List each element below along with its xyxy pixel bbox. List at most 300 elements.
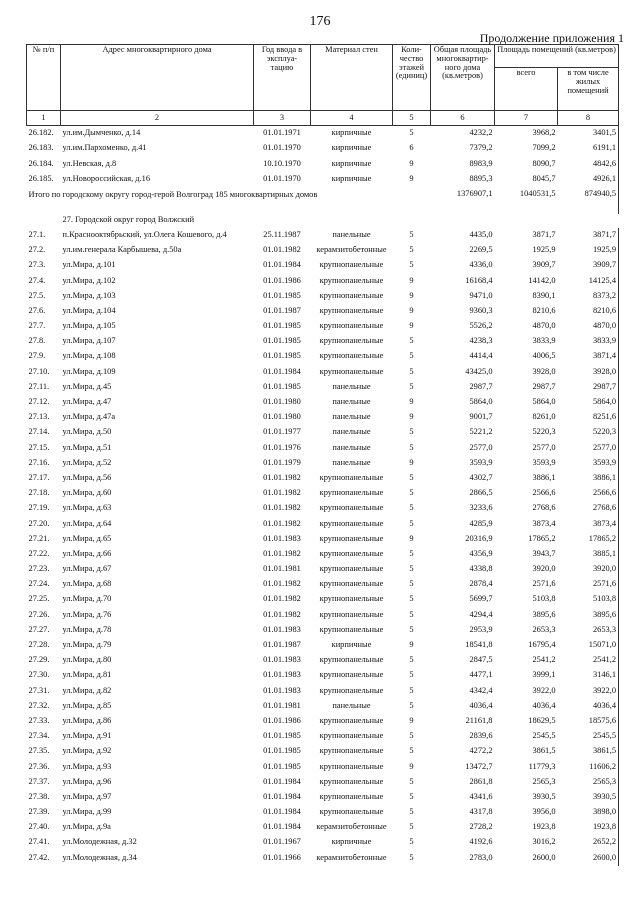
material-cell: панельные: [332, 457, 371, 467]
floors-cell: 5: [409, 776, 414, 786]
total-area-cell: 2878,4: [469, 579, 493, 589]
table-row: [27, 334, 619, 349]
row-number: 26.183.: [28, 143, 54, 153]
table-row: [27, 228, 619, 243]
housing-table: [26, 44, 619, 866]
address-cell: ул.Мира, д.107: [62, 336, 116, 346]
table-row: [27, 395, 619, 410]
residential-area-cell: 5864,0: [558, 395, 619, 410]
floors-cell: 9: [409, 158, 414, 168]
year-cell: 01.01.1986: [263, 715, 301, 725]
table-row: [27, 380, 619, 395]
premises-area-cell: 7099,2: [532, 143, 556, 153]
year-cell: 10.10.1970: [263, 158, 301, 168]
year-cell: 01.01.1971: [254, 126, 311, 142]
row-number: 27.25.: [28, 594, 50, 604]
header-wall-material: Материал стен: [311, 45, 393, 111]
address-cell: ул.им.генерала Карбышева, д.50а: [62, 245, 182, 255]
premises-area-cell: 3922,0: [532, 685, 556, 695]
row-number: 27.2.: [28, 245, 46, 255]
table-row: [27, 471, 619, 486]
year-cell: 01.01.1987: [263, 305, 301, 315]
address-cell: ул.Мира, д.63: [62, 503, 112, 513]
address-cell: ул.Мира, д.105: [62, 321, 116, 331]
row-number: 26.184.: [28, 158, 54, 168]
table-row: [27, 516, 619, 531]
material-cell: кирпичные: [311, 126, 393, 142]
premises-area-cell: 2566,6: [532, 488, 556, 498]
residential-area-cell: 2566,6: [558, 486, 619, 501]
row-number: 27.9.: [28, 351, 46, 361]
header-premises-area: Площадь помещений (кв.метров): [495, 45, 619, 68]
floors-cell: 5: [393, 126, 431, 142]
total-area-cell: 5221,2: [469, 427, 493, 437]
premises-area-cell: 16795,4: [528, 640, 556, 649]
material-cell: панельные: [332, 412, 371, 422]
total-area-cell: 4272,2: [469, 746, 493, 756]
row-number: 27.10.: [28, 366, 50, 376]
residential-area-cell: 4036,4: [558, 699, 619, 714]
total-area-cell: 21161,8: [465, 715, 493, 725]
table-row: [27, 805, 619, 820]
row-number: 27.7.: [28, 321, 46, 331]
address-cell: ул.Мира, д.103: [62, 290, 116, 300]
residential-area-cell: 3861,5: [558, 744, 619, 759]
address-cell: ул.Мира, д.9а: [62, 822, 111, 832]
floors-cell: 9: [409, 397, 414, 406]
material-cell: крупнопанельные: [319, 305, 384, 315]
residential-area-cell: 8373,2: [558, 289, 619, 304]
total-area-value: 1376907,1: [456, 188, 493, 198]
total-area-cell: 4238,3: [469, 336, 493, 346]
total-area-cell: 2783,0: [469, 852, 493, 862]
address-cell: ул.Мира, д.108: [62, 351, 116, 361]
table-row: [27, 562, 619, 577]
year-cell: 01.01.1985: [263, 746, 301, 756]
residential-area-cell: 6191,1: [558, 141, 619, 156]
total-area-cell: 2847,5: [469, 655, 493, 665]
material-cell: крупнопанельные: [319, 290, 384, 300]
table-row: [27, 820, 619, 835]
material-cell: крупнопанельные: [319, 472, 384, 482]
column-number: 7: [495, 111, 558, 126]
floors-cell: 5: [409, 746, 414, 756]
total-residential-value: 874940,5: [558, 187, 619, 214]
column-numbers-row: [27, 111, 619, 126]
residential-area-cell: 2600,0: [558, 850, 619, 865]
year-cell: 01.01.1985: [263, 351, 301, 361]
row-number: 27.14.: [28, 427, 50, 437]
total-area-cell: 5864,0: [469, 397, 493, 406]
premises-area-cell: 3930,5: [532, 791, 556, 801]
residential-area-cell: 3593,9: [558, 456, 619, 471]
address-cell: ул.Мира, д.70: [62, 594, 112, 604]
premises-area-cell: 8045,7: [532, 173, 556, 183]
premises-area-cell: 2565,3: [532, 776, 556, 786]
material-cell: крупнопанельные: [319, 366, 384, 376]
table-row: [27, 425, 619, 440]
total-area-cell: 2269,5: [469, 245, 493, 255]
total-area-cell: 2577,0: [469, 442, 493, 452]
row-number: 27.30.: [28, 670, 50, 680]
premises-area-cell: 5864,0: [532, 397, 556, 406]
floors-cell: 5: [409, 822, 414, 832]
row-number: 26.182.: [27, 126, 61, 142]
material-cell: керамзитобетонные: [316, 822, 387, 832]
floors-cell: 5: [409, 700, 414, 710]
table-row: [27, 456, 619, 471]
table-row: [27, 547, 619, 562]
address-cell: ул.Мира, д.67: [62, 564, 112, 574]
row-number: 27.42.: [28, 852, 50, 862]
premises-area-cell: 14142,0: [528, 275, 556, 285]
premises-area-cell: 2653,3: [532, 624, 556, 634]
total-area-cell: 4356,9: [469, 548, 493, 558]
table-row: [27, 319, 619, 334]
row-number: 27.11.: [28, 381, 50, 391]
material-cell: крупнопанельные: [319, 351, 384, 361]
year-cell: 01.01.1982: [263, 609, 301, 619]
table-row: [27, 410, 619, 425]
premises-area-cell: 1923,8: [532, 822, 556, 832]
floors-cell: 6: [409, 143, 414, 153]
residential-area-cell: 3401,5: [558, 126, 619, 142]
material-cell: кирпичные: [331, 640, 372, 649]
address-cell: ул.Мира, д.65: [62, 533, 112, 543]
material-cell: панельные: [332, 427, 371, 437]
residential-area-cell: 1923,8: [558, 820, 619, 835]
premises-area-cell: 2768,6: [532, 503, 556, 513]
address-cell: ул.Невская, д.8: [62, 158, 117, 168]
page-number: 176: [309, 14, 331, 29]
row-number: 27.16.: [28, 457, 50, 467]
year-cell: 01.01.1982: [263, 488, 301, 498]
table-row: [27, 775, 619, 790]
total-area-cell: 4317,8: [469, 807, 493, 817]
row-number: 27.28.: [28, 640, 50, 649]
column-number: 2: [61, 111, 254, 126]
premises-area-cell: 3928,0: [532, 366, 556, 376]
table-row: [27, 699, 619, 714]
material-cell: крупнопанельные: [319, 564, 384, 574]
material-cell: кирпичные: [331, 143, 372, 153]
premises-area-cell: 3943,7: [532, 548, 556, 558]
table-row: [27, 532, 619, 547]
premises-area-cell: 3016,2: [532, 837, 556, 847]
year-cell: 01.01.1982: [263, 472, 301, 482]
row-number: 27.4.: [28, 275, 46, 285]
table-row: [27, 790, 619, 805]
total-area-cell: 5526,2: [469, 321, 493, 331]
residential-area-cell: 4926,1: [558, 172, 619, 187]
table-row: [27, 243, 619, 258]
row-number: 27.31.: [28, 685, 50, 695]
row-number: 27.37.: [28, 776, 50, 786]
header-floors: Коли-чество этажей (единиц): [393, 45, 431, 111]
year-cell: 01.01.1985: [263, 381, 301, 391]
residential-area-cell: 2987,7: [558, 380, 619, 395]
total-area-cell: 20316,9: [465, 533, 493, 543]
table-row: [27, 364, 619, 379]
address-cell: ул.Мира, д.60: [62, 488, 112, 498]
row-number: 27.29.: [28, 655, 50, 665]
floors-cell: 5: [409, 245, 414, 255]
table-row: [27, 623, 619, 638]
row-number: 26.185.: [28, 173, 54, 183]
table-row: [27, 607, 619, 622]
floors-cell: 5: [409, 260, 414, 270]
floors-cell: 5: [409, 366, 414, 376]
address-cell: ул.Мира, д.51: [62, 442, 112, 452]
address-cell: ул.Мира, д.79: [62, 640, 112, 649]
table-row: [27, 501, 619, 516]
material-cell: крупнопанельные: [319, 260, 384, 270]
table-row: [27, 172, 619, 187]
table-row: [27, 744, 619, 759]
premises-area-cell: 3871,7: [532, 229, 556, 239]
row-number: 27.41.: [28, 837, 50, 847]
address-cell: ул.Мира, д.78: [62, 624, 112, 634]
table-row: [27, 577, 619, 592]
year-cell: 01.01.1983: [263, 670, 301, 680]
total-area-cell: 13472,7: [465, 761, 493, 771]
premises-area-cell: 11779,3: [528, 761, 556, 771]
material-cell: крупнопанельные: [319, 609, 384, 619]
residential-area-cell: 2541,2: [558, 653, 619, 668]
table-row: [27, 729, 619, 744]
total-area-cell: 8983,9: [469, 158, 493, 168]
total-area-cell: 4477,1: [469, 670, 493, 680]
column-number: 4: [311, 111, 393, 126]
row-number: 27.24.: [28, 579, 50, 589]
material-cell: кирпичные: [331, 173, 372, 183]
rows-volgograd: [27, 126, 619, 187]
floors-cell: 5: [409, 336, 414, 346]
residential-area-cell: 3871,4: [558, 349, 619, 364]
total-area-cell: 4341,6: [469, 791, 493, 801]
table-row: [27, 156, 619, 171]
address-cell: ул.Мира, д.47а: [62, 412, 116, 422]
address-cell: ул.Мира, д.68: [62, 579, 112, 589]
floors-cell: 5: [409, 731, 414, 741]
address-cell: ул.Мира, д.82: [62, 685, 112, 695]
year-cell: 01.01.1985: [263, 761, 301, 771]
residential-area-cell: 5220,3: [558, 425, 619, 440]
premises-area-cell: 3886,1: [532, 472, 556, 482]
total-area-cell: 4294,4: [469, 609, 493, 619]
year-cell: 01.01.1985: [263, 336, 301, 346]
material-cell: крупнопанельные: [319, 761, 384, 771]
material-cell: крупнопанельные: [319, 503, 384, 513]
total-area-cell: 8895,3: [469, 173, 493, 183]
residential-area-cell: 4870,0: [558, 319, 619, 334]
rows-volzhsky: [27, 228, 619, 866]
address-cell: ул.Мира, д.101: [62, 260, 116, 270]
total-premises-value: 1040531,5: [519, 188, 556, 198]
residential-area-cell: 2768,6: [558, 501, 619, 516]
address-cell: ул.Мира, д.86: [62, 715, 112, 725]
material-cell: крупнопанельные: [319, 533, 384, 543]
column-number: 6: [431, 111, 495, 126]
premises-area-cell: 5103,8: [532, 594, 556, 604]
residential-area-cell: 4842,6: [558, 156, 619, 171]
material-cell: крупнопанельные: [319, 655, 384, 665]
row-number: 27.8.: [28, 336, 46, 346]
total-area-cell: 2987,7: [469, 381, 493, 391]
table-row: [27, 850, 619, 865]
total-area-cell: 18541,8: [465, 640, 493, 649]
row-number: 27.15.: [28, 442, 50, 452]
total-area-cell: 4285,9: [469, 518, 493, 528]
year-cell: 25.11.1987: [263, 229, 301, 239]
header-year: Год ввода в эксплуа-тацию: [254, 45, 311, 111]
year-cell: 01.01.1984: [263, 791, 301, 801]
row-number: 27.19.: [28, 503, 50, 513]
address-cell: ул.Мира, д.92: [62, 746, 112, 756]
premises-area-cell: 3873,4: [532, 518, 556, 528]
row-number: 27.6.: [28, 305, 46, 315]
total-area-cell: 4435,0: [469, 229, 493, 239]
header-number: № п/п: [27, 45, 61, 111]
row-number: 27.32.: [28, 700, 50, 710]
header-total-area: Общая площадь многоквартир-ного дома (кв.метров): [431, 45, 495, 111]
column-number: 8: [558, 111, 619, 126]
material-cell: крупнопанельные: [319, 715, 384, 725]
residential-area-cell: 3146,1: [558, 668, 619, 683]
address-cell: ул.Молодежная, д.34: [62, 852, 137, 862]
year-cell: 01.01.1980: [263, 397, 301, 406]
material-cell: панельные: [332, 381, 371, 391]
table-row: [27, 759, 619, 774]
year-cell: 01.01.1986: [263, 275, 301, 285]
address-cell: ул.Мира, д.76: [62, 609, 112, 619]
address-cell: ул.Мира, д.104: [62, 305, 116, 315]
row-number: 27.39.: [28, 807, 50, 817]
material-cell: крупнопанельные: [319, 518, 384, 528]
address-cell: ул.Мира, д.52: [62, 457, 112, 467]
total-area-cell: 2953,9: [469, 624, 493, 634]
floors-cell: 9: [409, 173, 414, 183]
floors-cell: 5: [409, 503, 414, 513]
material-cell: керамзитобетонные: [316, 852, 387, 862]
material-cell: крупнопанельные: [319, 791, 384, 801]
row-number: 27.22.: [28, 548, 50, 558]
address-cell: ул.Мира, д.97: [62, 791, 112, 801]
premises-area-cell: 3956,0: [532, 807, 556, 817]
header-premises-total: всего: [495, 68, 558, 111]
material-cell: крупнопанельные: [319, 579, 384, 589]
column-number: 1: [27, 111, 61, 126]
address-cell: ул.Новороссийская, д.16: [62, 173, 151, 183]
floors-cell: 5: [409, 229, 414, 239]
total-area-cell: 4302,7: [469, 472, 493, 482]
address-cell: ул.Мира, д.85: [62, 700, 112, 710]
floors-cell: 5: [409, 381, 414, 391]
premises-area-cell: 1925,9: [532, 245, 556, 255]
total-area-cell: 2866,5: [469, 488, 493, 498]
premises-area-cell: 3593,9: [532, 457, 556, 467]
floors-cell: 5: [409, 442, 414, 452]
premises-area-cell: 2571,6: [532, 579, 556, 589]
floors-cell: 9: [409, 275, 414, 285]
residential-area-cell: 17865,2: [558, 532, 619, 547]
year-cell: 01.01.1983: [263, 624, 301, 634]
floors-cell: 5: [409, 624, 414, 634]
header-address: Адрес многоквартирного дома: [61, 45, 254, 111]
address-cell: ул.Мира, д.93: [62, 761, 112, 771]
residential-area-cell: 3909,7: [558, 258, 619, 273]
address-cell: ул.им.Дымченко, д.14: [61, 126, 254, 142]
floors-cell: 5: [409, 548, 414, 558]
year-cell: 01.01.1981: [263, 700, 301, 710]
row-number: 27.18.: [28, 488, 50, 498]
column-number: 5: [393, 111, 431, 126]
year-cell: 01.01.1985: [263, 731, 301, 741]
floors-cell: 5: [409, 488, 414, 498]
continuation-note: Продолжение приложения 1: [479, 31, 624, 45]
floors-cell: 5: [409, 837, 414, 847]
total-area-cell: 4192,6: [469, 837, 493, 847]
residential-area-cell: 14125,4: [558, 273, 619, 288]
total-area-cell: 3593,9: [469, 457, 493, 467]
row-number: 27.40.: [28, 822, 50, 832]
residential-area-cell: 8210,6: [558, 304, 619, 319]
floors-cell: 5: [409, 594, 414, 604]
year-cell: 01.01.1970: [263, 173, 301, 183]
premises-area-cell: 8090,7: [532, 158, 556, 168]
floors-cell: 5: [409, 427, 414, 437]
residential-area-cell: 2653,3: [558, 623, 619, 638]
premises-area-cell: 2545,5: [532, 731, 556, 741]
residential-area-cell: 2652,2: [558, 835, 619, 850]
floors-cell: 5: [409, 655, 414, 665]
row-number: 27.3.: [28, 260, 46, 270]
year-cell: 01.01.1966: [263, 852, 301, 862]
address-cell: ул.Мира, д.64: [62, 518, 112, 528]
column-number: 3: [254, 111, 311, 126]
address-cell: ул.Мира, д.66: [62, 548, 112, 558]
floors-cell: 5: [409, 852, 414, 862]
row-number: 27.36.: [28, 761, 50, 771]
material-cell: крупнопанельные: [319, 746, 384, 756]
premises-area-cell: 3833,9: [532, 336, 556, 346]
year-cell: 01.01.1985: [263, 290, 301, 300]
table-row: [27, 714, 619, 729]
material-cell: крупнопанельные: [319, 731, 384, 741]
premises-area-cell: 8210,6: [532, 305, 556, 315]
table-row: [27, 683, 619, 698]
material-cell: крупнопанельные: [319, 624, 384, 634]
material-cell: панельные: [332, 442, 371, 452]
floors-cell: 9: [409, 290, 414, 300]
floors-cell: 9: [409, 412, 414, 422]
premises-area-cell: 3861,5: [532, 746, 556, 756]
header-premises-residential: в том числе жилых помещений: [558, 68, 619, 111]
residential-area-cell: 3898,0: [558, 805, 619, 820]
year-cell: 01.01.1981: [263, 564, 301, 574]
row-number: 27.35.: [28, 746, 50, 756]
row-number: 27.1.: [28, 229, 46, 239]
residential-area-cell: 3920,0: [558, 562, 619, 577]
total-area-cell: 9001,7: [469, 412, 493, 422]
material-cell: кирпичные: [331, 158, 372, 168]
row-number: 27.27.: [28, 624, 50, 634]
address-cell: ул.Мира, д.47: [62, 397, 112, 406]
floors-cell: 9: [409, 715, 414, 725]
row-number: 27.12.: [28, 397, 50, 406]
total-area-cell: 43425,0: [465, 366, 493, 376]
material-cell: крупнопанельные: [319, 685, 384, 695]
